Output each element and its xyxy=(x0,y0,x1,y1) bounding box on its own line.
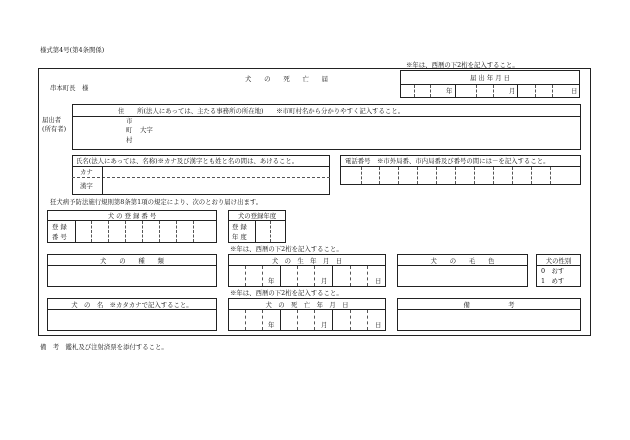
death-note: ※年は、西暦の下2桁を記入すること。 xyxy=(230,289,343,297)
submission-year-unit: 年 xyxy=(446,87,453,95)
name-header: 氏名(法人にあっては、名称)※カナ及び漢字とも姓と名の間は、あけること。 xyxy=(76,157,299,165)
submission-day-unit: 日 xyxy=(571,87,578,95)
form-title: 犬 の 死 亡 届 xyxy=(245,75,329,83)
submission-date-label: 届 出 年 月 日 xyxy=(469,74,511,82)
death-day-unit: 日 xyxy=(375,321,382,329)
phone-header: 電話番号 ※市外局番、市内局番及び番号の間には－を記入すること。 xyxy=(345,157,550,165)
statement: 狂犬病予防法施行規則第8条第1項の規定により、次のとおり届け出ます。 xyxy=(50,198,263,206)
sex-option-male[interactable]: 0 おす xyxy=(541,267,565,275)
address-aza: 大字 xyxy=(140,126,153,134)
date-note: ※年は、西暦の下2桁を記入すること。 xyxy=(406,61,519,69)
birth-note: ※年は、西暦の下2桁を記入すること。 xyxy=(230,245,343,253)
address-city: 市 xyxy=(126,117,133,125)
remarks-header: 備 考 xyxy=(463,301,515,309)
breed-header: 犬 の 種 類 xyxy=(100,257,164,265)
registration-year-label-1: 登 録 xyxy=(232,223,247,231)
birth-day-unit: 日 xyxy=(375,277,382,285)
birth-month-unit: 月 xyxy=(321,277,328,285)
birth-date-header: 犬 の 生 年 月 日 xyxy=(271,257,343,265)
owner-label: (所有者) xyxy=(42,125,67,133)
kana-label: カナ xyxy=(80,168,93,176)
registration-number-header: 犬 の 登 録 番 号 xyxy=(107,212,157,220)
registration-number-label-1: 登 録 xyxy=(52,223,67,231)
registration-year-label-2: 年 度 xyxy=(232,233,247,241)
addressee: 串本町長 様 xyxy=(50,84,89,92)
sex-option-female[interactable]: 1 めす xyxy=(541,277,565,285)
address-header: 住 所(法人にあっては、主たる事務所の所在地) ※市町村名から分かりやすく記入すること。 xyxy=(118,107,405,115)
registration-number-label-2: 番 号 xyxy=(52,233,67,241)
sex-header: 犬の性別 xyxy=(545,257,572,265)
kanji-label: 漢字 xyxy=(80,182,93,190)
form-number: 様式第4号(第4条関係) xyxy=(40,46,105,54)
death-month-unit: 月 xyxy=(321,321,328,329)
death-year-unit: 年 xyxy=(268,321,275,329)
birth-year-unit: 年 xyxy=(268,277,275,285)
submission-month-unit: 月 xyxy=(509,87,516,95)
footer-note: 備 考 鑑札及び注射済票を添付すること。 xyxy=(40,343,168,351)
death-date-header: 犬 の 死 亡 年 月 日 xyxy=(265,301,349,309)
dog-name-header: 犬 の 名 ※カタカナで記入すること。 xyxy=(71,301,193,309)
registration-year-header: 犬の登録年度 xyxy=(237,212,277,220)
applicant-label: 届出者 xyxy=(42,116,62,124)
address-village: 村 xyxy=(126,136,133,144)
address-town: 町 xyxy=(126,126,133,134)
coat-color-header: 犬 の 毛 色 xyxy=(430,257,495,265)
